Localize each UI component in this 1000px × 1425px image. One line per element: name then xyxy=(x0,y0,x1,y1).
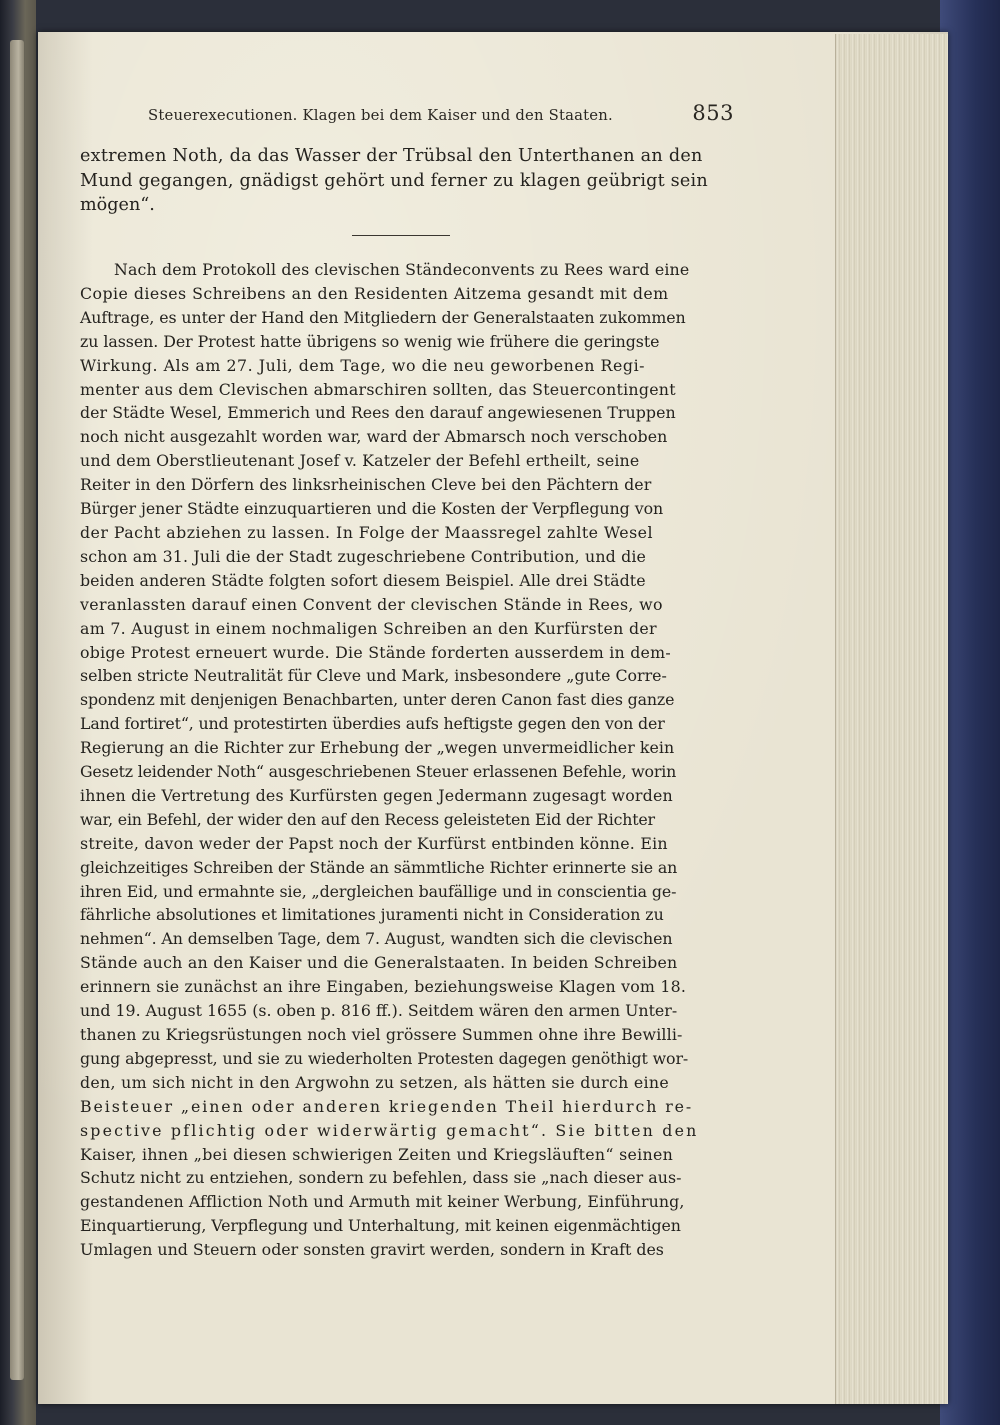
text-line: Bürger jener Städte einzuquartieren und die Kosten der Verpflegung von xyxy=(80,499,664,519)
text-line: Einquartierung, Verpflegung und Unterhaltung, mit keinen eigenmächtigen xyxy=(80,1216,681,1236)
text-line: den, um sich nicht in den Argwohn zu setzen, als hätten sie durch eine xyxy=(80,1072,670,1092)
text-line: und dem Oberstlieutenant Josef v. Katzeler der Befehl ertheilt, seine xyxy=(80,451,640,471)
text-line: streite, davon weder der Papst noch der Kurfürst entbinden könne. Ein xyxy=(80,833,668,853)
text-line: Auftrage, es unter der Hand den Mitgliedern der Generalstaaten zukommen xyxy=(80,307,686,327)
text-line: war, ein Befehl, der wider den auf den Recess geleisteten Eid der Richter xyxy=(80,809,655,829)
opening-paragraph xyxy=(80,144,728,218)
text-line: Land fortiret“, und protestirten überdies aufs heftigste gegen den von der xyxy=(80,714,665,734)
text-line: Wirkung. Als am 27. Juli, dem Tage, wo die neu geworbenen Regi- xyxy=(80,355,646,375)
text-line: veranlassten darauf einen Convent der clevischen Stände in Rees, wo xyxy=(80,594,663,614)
text-line: Beisteuer „einen oder anderen kriegenden Theil hierdurch re- xyxy=(80,1096,694,1116)
text-line: gestandenen Affliction Noth und Armuth mit keiner Werbung, Einführung, xyxy=(80,1192,685,1212)
page-number: 853 xyxy=(692,101,734,125)
text-line: schon am 31. Juli die der Stadt zugeschriebene Contribution, und die xyxy=(80,546,647,566)
text-line: obige Protest erneuert wurde. Die Stände forderten ausserdem in dem- xyxy=(80,642,671,662)
text-line: Schutz nicht zu entziehen, sondern zu befehlen, dass sie „nach dieser aus- xyxy=(80,1168,682,1188)
text-line: und 19. August 1655 (s. oben p. 816 ff.). Seitdem wären den armen Unter- xyxy=(80,1001,678,1021)
text-line: Gesetz leidender Noth“ ausgeschriebenen Steuer erlassenen Befehle, worin xyxy=(80,762,677,782)
text-line: gung abgepresst, und sie zu wiederholten Protesten dagegen genöthigt wor- xyxy=(80,1048,689,1068)
text-line: beiden anderen Städte folgten sofort diesem Beispiel. Alle drei Städte xyxy=(80,570,646,590)
text-line: zu lassen. Der Protest hatte übrigens so wenig wie frühere die geringste xyxy=(80,331,660,351)
previous-page-sliver xyxy=(10,40,24,1380)
text-line: spondenz mit denjenigen Benachbarten, unter deren Canon fast dies ganze xyxy=(80,690,675,710)
text-line: der Pacht abziehen zu lassen. In Folge der Maassregel zahlte Wesel xyxy=(80,522,653,542)
text-line: Reiter in den Dörfern des linksrheinischen Cleve bei den Pächtern der xyxy=(80,475,652,495)
section-separator xyxy=(352,235,450,236)
text-line: menter aus dem Clevischen abmarschiren sollten, das Steuercontingent xyxy=(80,379,676,399)
text-line: Regierung an die Richter zur Erhebung der „wegen unvermeidlicher kein xyxy=(80,738,675,758)
text-line: extremen Noth, da das Wasser der Trübsal den Unterthanen an den xyxy=(80,146,703,166)
text-line: Umlagen und Steuern oder sonsten gravirt werden, sondern in Kraft des xyxy=(80,1240,664,1260)
text-line: am 7. August in einem nochmaligen Schreiben an den Kurfürsten der xyxy=(80,618,657,638)
text-line: noch nicht ausgezahlt worden war, ward der Abmarsch noch verschoben xyxy=(80,427,668,447)
text-line: spective pflichtig oder widerwärtig gemacht“. Sie bitten den xyxy=(80,1120,699,1140)
text-line: thanen zu Kriegsrüstungen noch viel grössere Summen ohne ihre Bewilli- xyxy=(80,1025,683,1044)
text-line: Copie dieses Schreibens an den Residenten Aitzema gesandt mit dem xyxy=(80,283,669,303)
running-head: Steuerexecutionen. Klagen bei dem Kaiser und den Staaten. xyxy=(148,107,613,124)
text-line: nehmen“. An demselben Tage, dem 7. August, wandten sich die clevischen xyxy=(80,929,673,949)
text-line: fährliche absolutiones et limitationes juramenti nicht in Consideration zu xyxy=(80,905,664,925)
text-line: Nach dem Protokoll des clevischen Ständeconvents zu Rees ward eine xyxy=(114,260,690,279)
text-line: Kaiser, ihnen „bei diesen schwierigen Zeiten und Kriegsläuften“ seinen xyxy=(80,1144,674,1164)
page-header xyxy=(148,101,734,133)
text-line: ihnen die Vertretung des Kurfürsten gegen Jedermann zugesagt worden xyxy=(80,785,673,805)
text-line: Stände auch an den Kaiser und die Generalstaaten. In beiden Schreiben xyxy=(80,953,678,973)
text-line: Mund gegangen, gnädigst gehört und ferner zu klagen geübrigt sein xyxy=(80,170,708,191)
page-block-edges xyxy=(835,34,948,1404)
text-line: selben stricte Neutralität für Cleve und Mark, insbesondere „gute Corre- xyxy=(80,666,667,686)
text-line: erinnern sie zunächst an ihre Eingaben, beziehungsweise Klagen vom 18. xyxy=(80,977,687,997)
text-line: ihren Eid, und ermahnte sie, „dergleichen baufällige und in conscientia ge- xyxy=(80,881,677,901)
text-line: der Städte Wesel, Emmerich und Rees den darauf angewiesenen Truppen xyxy=(80,403,676,423)
text-line: mögen“. xyxy=(80,195,155,216)
book-cover-edge xyxy=(940,0,1000,1425)
text-line: gleichzeitiges Schreiben der Stände an sämmtliche Richter erinnerte sie an xyxy=(80,857,678,877)
body-paragraph xyxy=(80,258,732,1262)
